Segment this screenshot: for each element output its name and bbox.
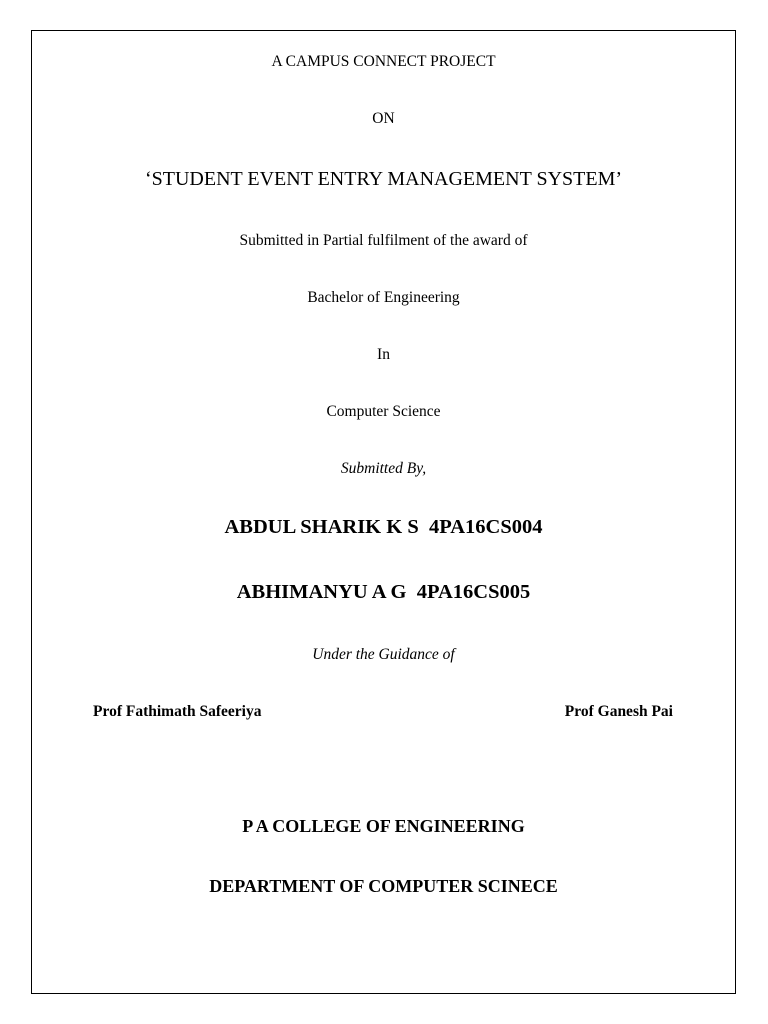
submitted-partial-line: Submitted in Partial fulfilment of the award of xyxy=(239,232,528,249)
student-2 xyxy=(31,581,736,604)
student-2-name: ABHIMANYU A G xyxy=(236,581,407,603)
guide-2: Prof Ganesh Pai xyxy=(564,703,673,720)
student-2-usn: 4PA16CS005 xyxy=(416,581,531,603)
guide-1: Prof Fathimath Safeeriya xyxy=(93,703,262,720)
project-line: A CAMPUS CONNECT PROJECT xyxy=(271,53,496,70)
degree-line: Bachelor of Engineering xyxy=(307,289,460,306)
branch-line: Computer Science xyxy=(326,403,441,420)
student-1-name: ABDUL SHARIK K S xyxy=(224,516,419,538)
college-name: P A COLLEGE OF ENGINEERING xyxy=(242,816,525,836)
submitted-by-line: Submitted By, xyxy=(340,460,427,477)
on-line: ON xyxy=(372,110,395,127)
department-name: DEPARTMENT OF COMPUTER SCINECE xyxy=(209,876,558,896)
student-1 xyxy=(31,516,736,539)
student-1-usn: 4PA16CS004 xyxy=(428,516,543,538)
guidance-line: Under the Guidance of xyxy=(312,646,455,663)
project-title: ‘STUDENT EVENT ENTRY MANAGEMENT SYSTEM’ xyxy=(144,168,623,190)
in-line: In xyxy=(377,346,390,363)
